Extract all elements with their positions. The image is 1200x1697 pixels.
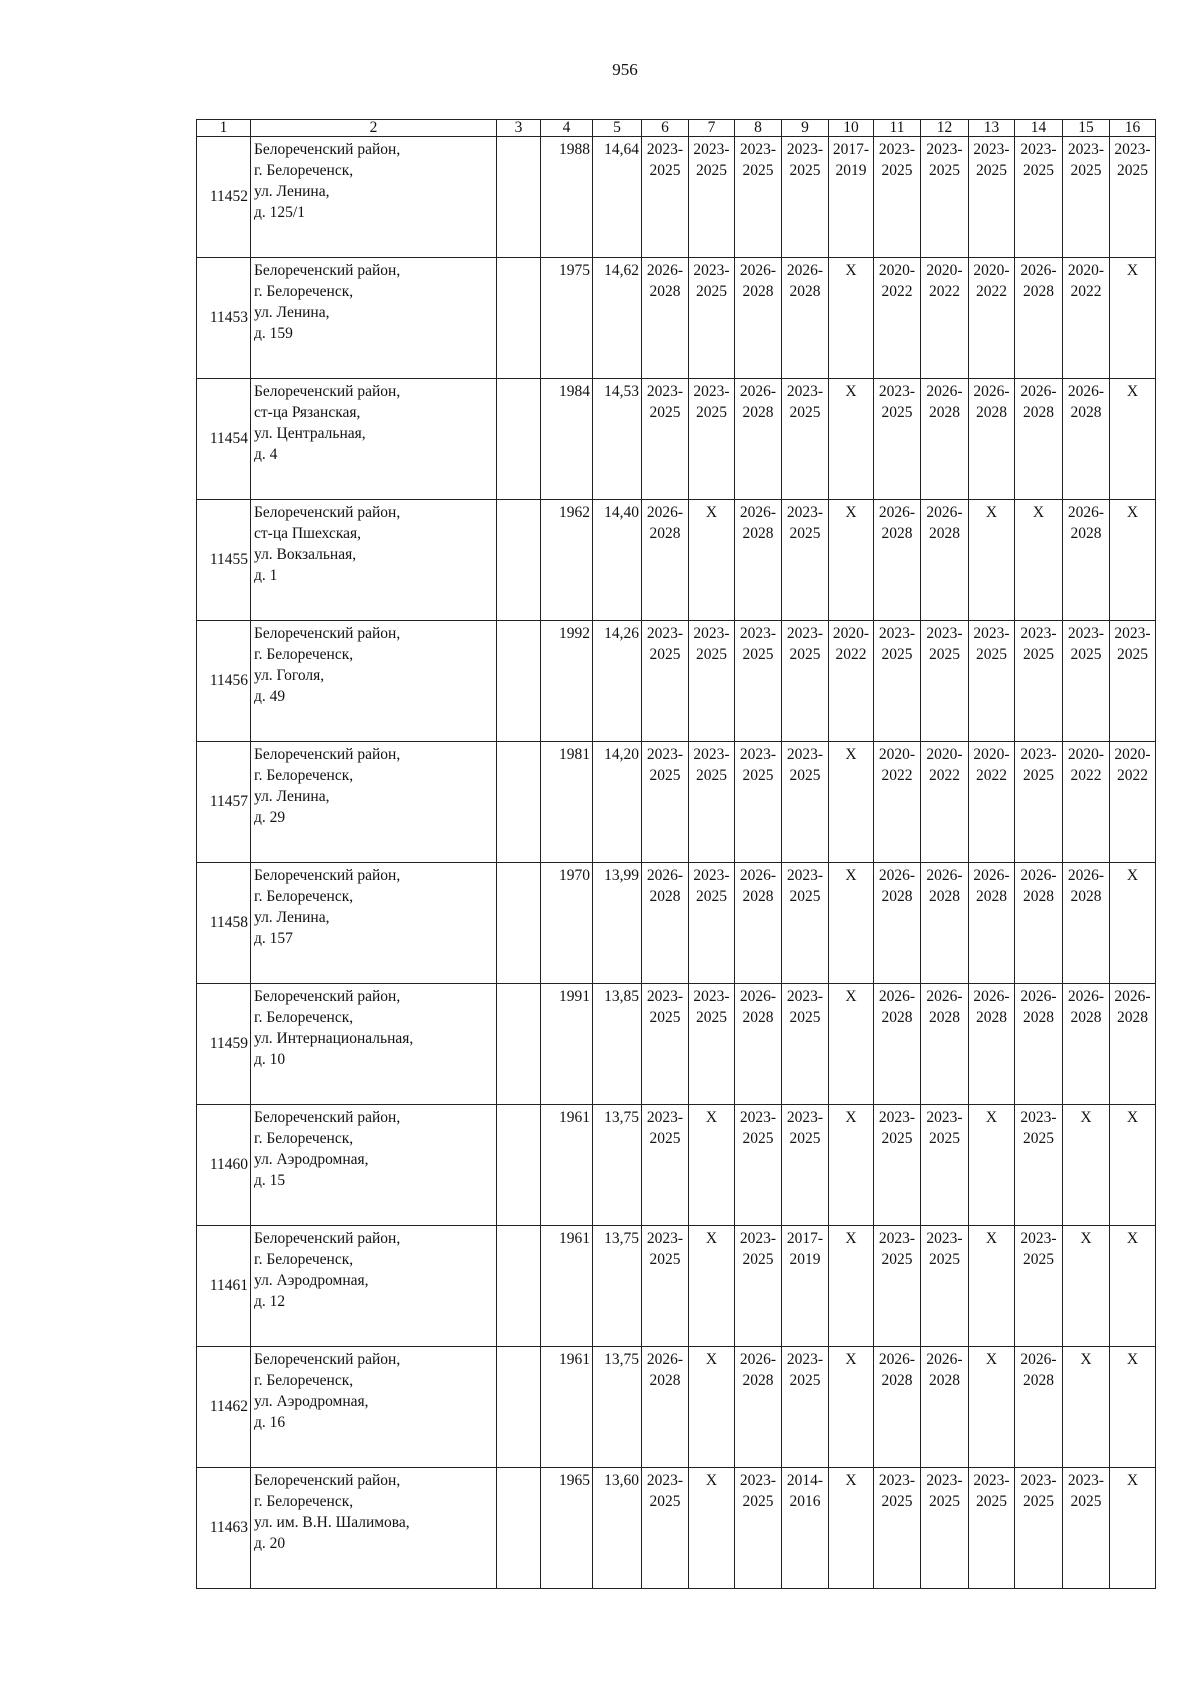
period-cell: 2023- 2025 bbox=[735, 1105, 782, 1226]
period-cell: 2026- 2028 bbox=[642, 258, 689, 379]
period-cell: 2023- 2025 bbox=[642, 742, 689, 863]
column-header: 6 bbox=[642, 120, 689, 137]
period-cell: 2026- 2028 bbox=[1063, 863, 1110, 984]
header-row bbox=[197, 120, 1156, 137]
period-cell: 2020- 2022 bbox=[1110, 742, 1156, 863]
row-number-cell: 11454 bbox=[197, 379, 251, 500]
column-header: 2 bbox=[251, 120, 497, 137]
area-cell: 14,64 bbox=[593, 137, 642, 258]
period-cell: 2023- 2025 bbox=[1015, 621, 1063, 742]
period-cell: 2023- 2025 bbox=[735, 1226, 782, 1347]
period-cell: X bbox=[1110, 1468, 1156, 1589]
period-cell: 2020- 2022 bbox=[874, 258, 921, 379]
table-row bbox=[197, 379, 1156, 500]
period-cell: 2023- 2025 bbox=[689, 984, 735, 1105]
period-cell: 2026- 2028 bbox=[921, 379, 969, 500]
empty-cell bbox=[497, 1468, 541, 1589]
table-row bbox=[197, 137, 1156, 258]
period-cell: 2023- 2025 bbox=[642, 621, 689, 742]
period-cell: X bbox=[969, 1105, 1015, 1226]
period-cell: 2023- 2025 bbox=[874, 137, 921, 258]
period-cell: X bbox=[1015, 500, 1063, 621]
period-cell: 2020- 2022 bbox=[969, 742, 1015, 863]
table-row bbox=[197, 742, 1156, 863]
column-header: 15 bbox=[1063, 120, 1110, 137]
period-cell: X bbox=[829, 1226, 874, 1347]
period-cell: X bbox=[1110, 863, 1156, 984]
period-cell: 2023- 2025 bbox=[969, 137, 1015, 258]
period-cell: 2023- 2025 bbox=[689, 258, 735, 379]
row-number-cell: 11458 bbox=[197, 863, 251, 984]
address-cell: Белореченский район, г. Белореченск, ул. Ленина, д. 29 bbox=[251, 742, 497, 863]
period-cell: 2023- 2025 bbox=[689, 621, 735, 742]
period-cell: 2026- 2028 bbox=[1063, 984, 1110, 1105]
period-cell: 2026- 2028 bbox=[1015, 258, 1063, 379]
empty-cell bbox=[497, 1347, 541, 1468]
empty-cell bbox=[497, 742, 541, 863]
period-cell: 2023- 2025 bbox=[1063, 1468, 1110, 1589]
row-number-cell: 11459 bbox=[197, 984, 251, 1105]
area-cell: 14,26 bbox=[593, 621, 642, 742]
address-cell: Белореченский район, г. Белореченск, ул. Интернациональная, д. 10 bbox=[251, 984, 497, 1105]
period-cell: 2017- 2019 bbox=[782, 1226, 829, 1347]
period-cell: 2023- 2025 bbox=[874, 621, 921, 742]
area-cell: 13,85 bbox=[593, 984, 642, 1105]
column-header: 5 bbox=[593, 120, 642, 137]
period-cell: 2023- 2025 bbox=[689, 137, 735, 258]
address-cell: Белореченский район, г. Белореченск, ул. Ленина, д. 157 bbox=[251, 863, 497, 984]
address-cell: Белореченский район, г. Белореченск, ул. Аэродромная, д. 16 bbox=[251, 1347, 497, 1468]
period-cell: 2026- 2028 bbox=[735, 863, 782, 984]
year-cell: 1961 bbox=[541, 1226, 593, 1347]
column-header: 3 bbox=[497, 120, 541, 137]
column-header: 4 bbox=[541, 120, 593, 137]
empty-cell bbox=[497, 379, 541, 500]
empty-cell bbox=[497, 1105, 541, 1226]
column-header: 9 bbox=[782, 120, 829, 137]
period-cell: 2023- 2025 bbox=[1110, 621, 1156, 742]
table-row bbox=[197, 500, 1156, 621]
period-cell: 2026- 2028 bbox=[735, 379, 782, 500]
empty-cell bbox=[497, 258, 541, 379]
address-cell: Белореченский район, г. Белореченск, ул. Аэродромная, д. 12 bbox=[251, 1226, 497, 1347]
period-cell: 2020- 2022 bbox=[921, 258, 969, 379]
period-cell: 2023- 2025 bbox=[1015, 137, 1063, 258]
period-cell: X bbox=[689, 1347, 735, 1468]
period-cell: 2026- 2028 bbox=[874, 500, 921, 621]
row-number-cell: 11461 bbox=[197, 1226, 251, 1347]
period-cell: X bbox=[829, 863, 874, 984]
registry-table bbox=[196, 119, 1156, 1589]
period-cell: 2026- 2028 bbox=[642, 863, 689, 984]
period-cell: 2026- 2028 bbox=[921, 984, 969, 1105]
empty-cell bbox=[497, 621, 541, 742]
period-cell: X bbox=[969, 500, 1015, 621]
period-cell: X bbox=[1110, 1347, 1156, 1468]
column-header: 1 bbox=[197, 120, 251, 137]
period-cell: 2026- 2028 bbox=[735, 258, 782, 379]
period-cell: X bbox=[1110, 1105, 1156, 1226]
period-cell: X bbox=[829, 1347, 874, 1468]
period-cell: 2023- 2025 bbox=[782, 1347, 829, 1468]
period-cell: 2020- 2022 bbox=[1063, 742, 1110, 863]
row-number-cell: 11460 bbox=[197, 1105, 251, 1226]
period-cell: X bbox=[1110, 379, 1156, 500]
address-cell: Белореченский район, г. Белореченск, ул. Ленина, д. 159 bbox=[251, 258, 497, 379]
period-cell: 2014- 2016 bbox=[782, 1468, 829, 1589]
table-row bbox=[197, 258, 1156, 379]
period-cell: 2023- 2025 bbox=[921, 621, 969, 742]
period-cell: X bbox=[1063, 1226, 1110, 1347]
period-cell: 2017- 2019 bbox=[829, 137, 874, 258]
address-cell: Белореченский район, г. Белореченск, ул. Аэродромная, д. 15 bbox=[251, 1105, 497, 1226]
period-cell: 2026- 2028 bbox=[642, 1347, 689, 1468]
column-header: 8 bbox=[735, 120, 782, 137]
row-number-cell: 11455 bbox=[197, 500, 251, 621]
period-cell: X bbox=[829, 984, 874, 1105]
period-cell: X bbox=[829, 742, 874, 863]
period-cell: 2023- 2025 bbox=[874, 1226, 921, 1347]
period-cell: 2026- 2028 bbox=[1015, 863, 1063, 984]
period-cell: 2023- 2025 bbox=[921, 137, 969, 258]
table-row bbox=[197, 984, 1156, 1105]
period-cell: X bbox=[1110, 500, 1156, 621]
period-cell: X bbox=[1063, 1347, 1110, 1468]
period-cell: 2026- 2028 bbox=[1063, 500, 1110, 621]
year-cell: 1984 bbox=[541, 379, 593, 500]
period-cell: 2023- 2025 bbox=[642, 137, 689, 258]
period-cell: 2023- 2025 bbox=[735, 742, 782, 863]
area-cell: 13,75 bbox=[593, 1347, 642, 1468]
period-cell: 2026- 2028 bbox=[1015, 1347, 1063, 1468]
period-cell: 2023- 2025 bbox=[689, 863, 735, 984]
year-cell: 1961 bbox=[541, 1347, 593, 1468]
period-cell: 2026- 2028 bbox=[874, 863, 921, 984]
column-header: 10 bbox=[829, 120, 874, 137]
column-header: 14 bbox=[1015, 120, 1063, 137]
period-cell: 2023- 2025 bbox=[1110, 137, 1156, 258]
year-cell: 1988 bbox=[541, 137, 593, 258]
period-cell: 2023- 2025 bbox=[921, 1105, 969, 1226]
year-cell: 1962 bbox=[541, 500, 593, 621]
period-cell: 2023- 2025 bbox=[642, 379, 689, 500]
empty-cell bbox=[497, 137, 541, 258]
period-cell: 2026- 2028 bbox=[969, 379, 1015, 500]
period-cell: 2023- 2025 bbox=[642, 984, 689, 1105]
period-cell: 2026- 2028 bbox=[874, 984, 921, 1105]
row-number-cell: 11457 bbox=[197, 742, 251, 863]
row-number-cell: 11463 bbox=[197, 1468, 251, 1589]
period-cell: 2026- 2028 bbox=[735, 500, 782, 621]
period-cell: X bbox=[829, 1105, 874, 1226]
year-cell: 1970 bbox=[541, 863, 593, 984]
period-cell: X bbox=[1110, 1226, 1156, 1347]
period-cell: 2023- 2025 bbox=[969, 621, 1015, 742]
period-cell: 2023- 2025 bbox=[782, 137, 829, 258]
year-cell: 1965 bbox=[541, 1468, 593, 1589]
column-header: 11 bbox=[874, 120, 921, 137]
area-cell: 13,75 bbox=[593, 1226, 642, 1347]
page-number: 956 bbox=[612, 60, 638, 79]
year-cell: 1975 bbox=[541, 258, 593, 379]
area-cell: 14,40 bbox=[593, 500, 642, 621]
period-cell: 2023- 2025 bbox=[782, 863, 829, 984]
period-cell: X bbox=[689, 500, 735, 621]
period-cell: 2026- 2028 bbox=[921, 500, 969, 621]
empty-cell bbox=[497, 500, 541, 621]
row-number-cell: 11456 bbox=[197, 621, 251, 742]
column-header: 12 bbox=[921, 120, 969, 137]
area-cell: 14,53 bbox=[593, 379, 642, 500]
period-cell: 2023- 2025 bbox=[874, 1468, 921, 1589]
period-cell: 2023- 2025 bbox=[921, 1468, 969, 1589]
area-cell: 14,62 bbox=[593, 258, 642, 379]
year-cell: 1992 bbox=[541, 621, 593, 742]
row-number-cell: 11452 bbox=[197, 137, 251, 258]
period-cell: 2023- 2025 bbox=[1063, 621, 1110, 742]
table-row bbox=[197, 863, 1156, 984]
address-cell: Белореченский район, г. Белореченск, ул. Гоголя, д. 49 bbox=[251, 621, 497, 742]
period-cell: 2023- 2025 bbox=[1015, 1105, 1063, 1226]
period-cell: X bbox=[689, 1105, 735, 1226]
period-cell: 2023- 2025 bbox=[969, 1468, 1015, 1589]
period-cell: X bbox=[969, 1347, 1015, 1468]
address-cell: Белореченский район, ст-ца Рязанская, ул. Центральная, д. 4 bbox=[251, 379, 497, 500]
period-cell: 2023- 2025 bbox=[874, 1105, 921, 1226]
period-cell: 2020- 2022 bbox=[829, 621, 874, 742]
period-cell: 2023- 2025 bbox=[874, 379, 921, 500]
period-cell: 2026- 2028 bbox=[642, 500, 689, 621]
period-cell: X bbox=[1063, 1105, 1110, 1226]
area-cell: 13,75 bbox=[593, 1105, 642, 1226]
table-row bbox=[197, 1226, 1156, 1347]
row-number-cell: 11453 bbox=[197, 258, 251, 379]
period-cell: X bbox=[829, 1468, 874, 1589]
empty-cell bbox=[497, 1226, 541, 1347]
period-cell: 2023- 2025 bbox=[1015, 742, 1063, 863]
empty-cell bbox=[497, 984, 541, 1105]
column-header: 13 bbox=[969, 120, 1015, 137]
period-cell: X bbox=[829, 258, 874, 379]
period-cell: 2020- 2022 bbox=[921, 742, 969, 863]
period-cell: 2020- 2022 bbox=[874, 742, 921, 863]
period-cell: 2026- 2028 bbox=[735, 1347, 782, 1468]
table-row bbox=[197, 621, 1156, 742]
area-cell: 14,20 bbox=[593, 742, 642, 863]
period-cell: 2023- 2025 bbox=[735, 137, 782, 258]
period-cell: 2023- 2025 bbox=[782, 379, 829, 500]
address-cell: Белореченский район, ст-ца Пшехская, ул. Вокзальная, д. 1 bbox=[251, 500, 497, 621]
area-cell: 13,99 bbox=[593, 863, 642, 984]
period-cell: X bbox=[689, 1468, 735, 1589]
column-header: 7 bbox=[689, 120, 735, 137]
table-row bbox=[197, 1105, 1156, 1226]
period-cell: 2023- 2025 bbox=[1015, 1226, 1063, 1347]
period-cell: 2023- 2025 bbox=[689, 742, 735, 863]
period-cell: X bbox=[969, 1226, 1015, 1347]
address-cell: Белореченский район, г. Белореченск, ул. им. В.Н. Шалимова, д. 20 bbox=[251, 1468, 497, 1589]
period-cell: 2026- 2028 bbox=[1015, 984, 1063, 1105]
period-cell: X bbox=[1110, 258, 1156, 379]
period-cell: 2023- 2025 bbox=[782, 742, 829, 863]
column-header: 16 bbox=[1110, 120, 1156, 137]
period-cell: 2023- 2025 bbox=[642, 1226, 689, 1347]
period-cell: 2026- 2028 bbox=[921, 863, 969, 984]
period-cell: 2026- 2028 bbox=[1110, 984, 1156, 1105]
period-cell: X bbox=[829, 379, 874, 500]
row-number-cell: 11462 bbox=[197, 1347, 251, 1468]
period-cell: X bbox=[689, 1226, 735, 1347]
period-cell: 2026- 2028 bbox=[874, 1347, 921, 1468]
year-cell: 1981 bbox=[541, 742, 593, 863]
period-cell: 2023- 2025 bbox=[921, 1226, 969, 1347]
area-cell: 13,60 bbox=[593, 1468, 642, 1589]
period-cell: 2023- 2025 bbox=[782, 621, 829, 742]
period-cell: 2026- 2028 bbox=[969, 863, 1015, 984]
period-cell: 2020- 2022 bbox=[1063, 258, 1110, 379]
period-cell: 2026- 2028 bbox=[735, 984, 782, 1105]
year-cell: 1961 bbox=[541, 1105, 593, 1226]
period-cell: 2023- 2025 bbox=[1063, 137, 1110, 258]
period-cell: 2023- 2025 bbox=[642, 1105, 689, 1226]
period-cell: 2026- 2028 bbox=[782, 258, 829, 379]
table-row bbox=[197, 1347, 1156, 1468]
period-cell: X bbox=[829, 500, 874, 621]
period-cell: 2023- 2025 bbox=[735, 1468, 782, 1589]
period-cell: 2023- 2025 bbox=[1015, 1468, 1063, 1589]
table-row bbox=[197, 1468, 1156, 1589]
period-cell: 2023- 2025 bbox=[689, 379, 735, 500]
year-cell: 1991 bbox=[541, 984, 593, 1105]
period-cell: 2023- 2025 bbox=[642, 1468, 689, 1589]
period-cell: 2023- 2025 bbox=[782, 1105, 829, 1226]
period-cell: 2023- 2025 bbox=[782, 984, 829, 1105]
period-cell: 2026- 2028 bbox=[1063, 379, 1110, 500]
period-cell: 2026- 2028 bbox=[921, 1347, 969, 1468]
period-cell: 2020- 2022 bbox=[969, 258, 1015, 379]
period-cell: 2026- 2028 bbox=[1015, 379, 1063, 500]
period-cell: 2023- 2025 bbox=[735, 621, 782, 742]
address-cell: Белореченский район, г. Белореченск, ул. Ленина, д. 125/1 bbox=[251, 137, 497, 258]
period-cell: 2026- 2028 bbox=[969, 984, 1015, 1105]
period-cell: 2023- 2025 bbox=[782, 500, 829, 621]
empty-cell bbox=[497, 863, 541, 984]
